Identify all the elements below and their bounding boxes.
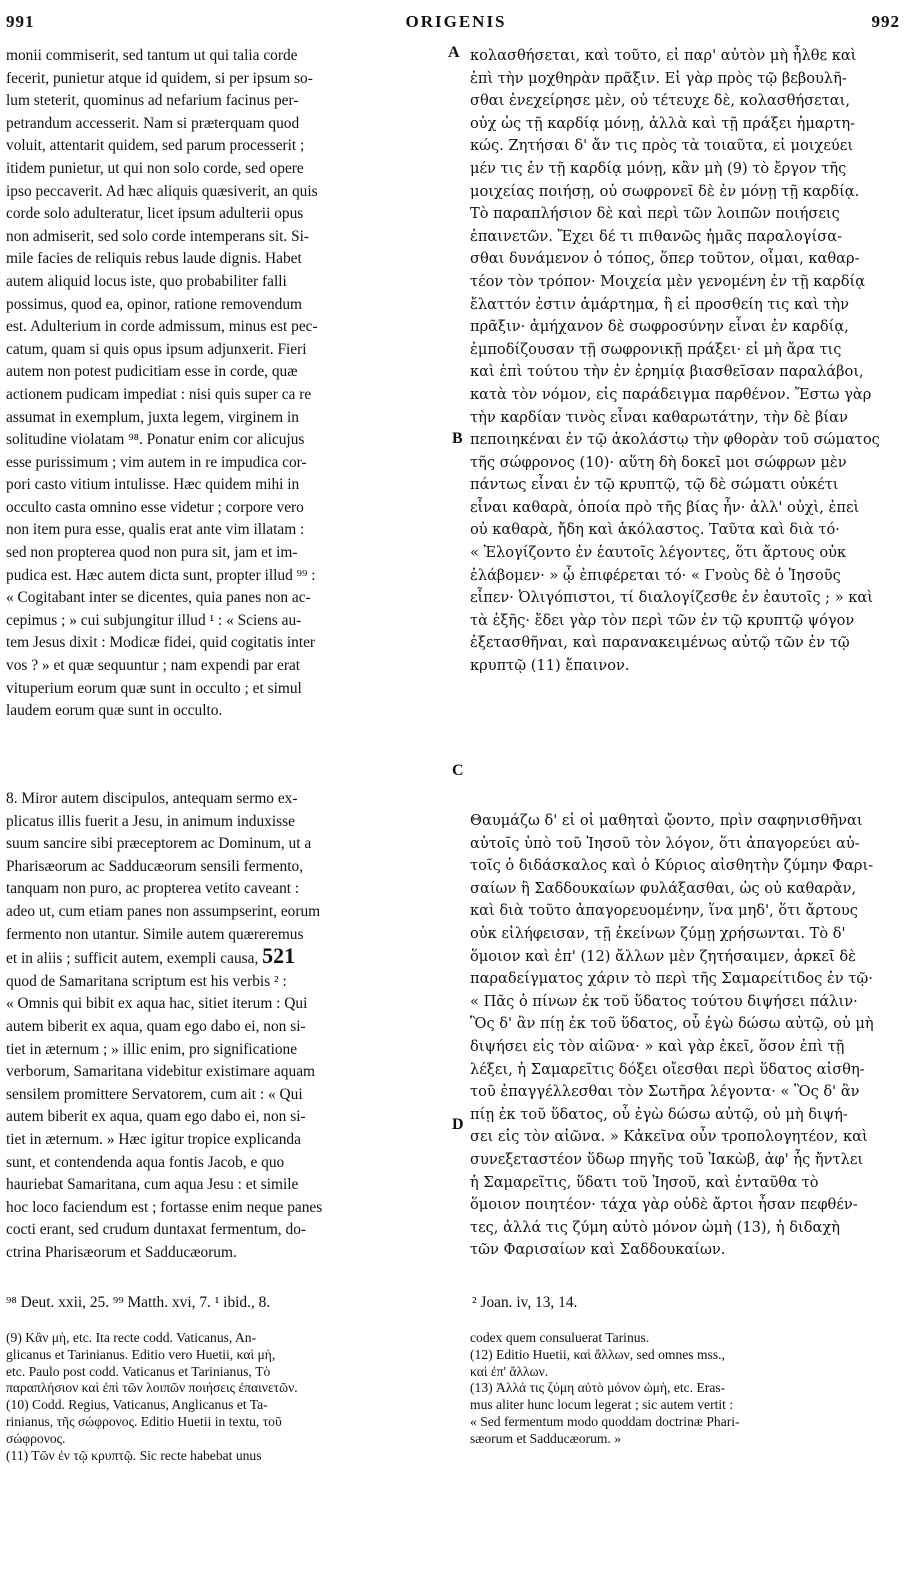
latin-line: pori casto vitium intulisse. Hæc quidem mihi in bbox=[6, 476, 300, 494]
latin-line: verborum, Samaritana videbitur existimare aquam bbox=[6, 1063, 315, 1081]
greek-column-part1 bbox=[470, 45, 908, 678]
greek-line: ἐπαινετῶν. Ἔχει δέ τι πιθανῶς ἡμᾶς παραλογίσα- bbox=[470, 227, 842, 245]
page-header bbox=[0, 0, 912, 40]
latin-line: hauriebat Samaritana, cum aqua Jesu : et simile bbox=[6, 1176, 299, 1194]
greek-line: κατὰ τὸν νόμον, εἰς παράδειγμα παρθένον. Ἔστω γὰρ bbox=[470, 385, 872, 403]
running-title: ORIGENIS bbox=[405, 12, 507, 31]
latin-line: pudica est. Hæc autem dicta sunt, propter illud ⁹⁹ : bbox=[6, 566, 316, 584]
greek-line: ἔλαττόν ἐστιν ἁμάρτημα, ἢ εἰ προσθείη τις καὶ τὴν bbox=[470, 295, 849, 313]
latin-line: monii commiserit, sed tantum ut qui talia corde bbox=[6, 47, 298, 64]
greek-line: σθαι ἐνεχείρησε μὲν, οὐ τέτευχε δὲ, κολασθήσεται, bbox=[470, 92, 850, 110]
latin-line: tem Jesus dixit : Modicæ fidei, quid cogitatis inter bbox=[6, 634, 316, 652]
footnotes-left bbox=[6, 1330, 446, 1464]
latin-line: autem biberit ex aqua, quam ego dabo ei, non si- bbox=[6, 1017, 306, 1035]
greek-line: κρυπτῷ (11) ἔπαινον. bbox=[470, 657, 630, 675]
latin-line: plicatus illis fuerit a Jesu, in animum induxisse bbox=[6, 812, 295, 830]
greek-line: ἐξετασθῆναι, καὶ παρανακειμένως αὐτῷ τῶν ἐν τῷ bbox=[470, 634, 850, 652]
latin-column-part2 bbox=[6, 788, 444, 1264]
footnotes-right bbox=[470, 1330, 908, 1448]
greek-line: εἶπεν· Ὀλιγόπιστοι, τί διαλογίζεσθε ἐν ἑαυτοῖς ; » καὶ bbox=[470, 589, 873, 607]
greek-line: διψήσει εἰς τὸν αἰῶνα· » καὶ γὰρ ἐκεῖ, ὅσον ἐπὶ τῇ bbox=[470, 1037, 845, 1055]
latin-column-part1 bbox=[6, 45, 444, 723]
latin-line: actionem pudicam impediat : nisi quis super ca re bbox=[6, 385, 312, 403]
latin-line: suum sancire sibi præceptorem ac Dominum, ut a bbox=[6, 835, 312, 853]
greek-column-part2 bbox=[470, 810, 908, 1262]
greek-line: σαίων ἢ Σαδδουκαίων φυλάξασθαι, ὡς οὐ καθαρὰν, bbox=[470, 879, 857, 897]
greek-line: ἐπὶ τὴν μοχθηρὰν πρᾶξιν. Εἰ γὰρ πρὸς τῷ βεβουλῆ- bbox=[470, 69, 847, 87]
footnote-line: mus aliter hunc locum legerat ; sic autem vertit : bbox=[470, 1397, 734, 1413]
greek-line: οὐ καθαρὰ, ἤδη καὶ ἀκόλαστος. Ταῦτα καὶ διὰ τό· bbox=[470, 521, 840, 539]
greek-line: ἡ Σαμαρεῖτις, ὕδατι τοῦ Ἰησοῦ, καὶ ἐνταῦθα τὸ bbox=[470, 1173, 819, 1191]
footnote-line: καὶ ἐπ' ἄλλων. bbox=[470, 1363, 549, 1379]
latin-line: Pharisæorum ac Sadducæorum sensili fermento, bbox=[6, 857, 304, 875]
latin-line: tiet in æternum ; » illic enim, pro significatione bbox=[6, 1040, 298, 1058]
footnote-line: sæorum et Sadducæorum. » bbox=[470, 1430, 622, 1446]
references-left: ⁹⁸ Deut. xxii, 25. ⁹⁹ Matth. xvi, 7. ¹ ibid., 8. bbox=[6, 1294, 271, 1311]
margin-marker-c: C bbox=[452, 762, 464, 779]
greek-line: τὴν καρδίαν τινὸς εἶναι καθαρωτάτην, τὴν δὲ βίαν bbox=[470, 408, 848, 426]
greek-line: κώς. Ζητήσαι δ' ἄν τις πρὸς τὰ τοιαῦτα, εἰ μοιχεύει bbox=[470, 137, 854, 155]
latin-line-with-number bbox=[6, 946, 444, 971]
greek-line: σει εἰς τὸν αἰῶνα. » Κἀκεῖνα οὖν τροπολογητέον, καὶ bbox=[470, 1128, 868, 1146]
greek-line: πίῃ ἐκ τοῦ ὕδατος, οὗ ἐγὼ δώσω αὐτῷ, οὐ μὴ διψή- bbox=[470, 1105, 848, 1123]
page-number-right: 992 bbox=[871, 12, 900, 31]
latin-line: hoc loco faciendum est ; fortasse enim neque panes bbox=[6, 1198, 323, 1216]
page-number-left: 991 bbox=[6, 12, 35, 31]
latin-line: solitudine violatam ⁹⁸. Ponatur enim cor alicujus bbox=[6, 431, 305, 449]
latin-line: laudem eorum quæ sunt in occulto. bbox=[6, 702, 223, 720]
greek-line: Θαυμάζω δ' εἰ οἱ μαθηταὶ ᾤοντο, πρὶν σαφηνισθῆναι bbox=[470, 812, 863, 829]
latin-line: autem non potest pudicitiam esse in corde, quæ bbox=[6, 363, 298, 381]
latin-line: autem aliquid locus iste, quo probabiliter falli bbox=[6, 272, 287, 290]
latin-line: cepimus ; » cui subjungitur illud ¹ : « Sciens au- bbox=[6, 611, 302, 629]
latin-line: « Cogitabant inter se dicentes, quia panes non ac- bbox=[6, 589, 311, 607]
greek-line: μέν τις ἐν τῇ καρδίᾳ μόνῃ, κἂν μὴ (9) τὸ ἔργον τῆς bbox=[470, 159, 847, 177]
greek-line: μοιχείας ποιήσῃ, οὐ σωφρονεῖ δὲ ἐν μόνῃ τῇ καρδίᾳ. bbox=[470, 182, 860, 200]
greek-line: Ὃς δ' ἂν πίῃ ἐκ τοῦ ὕδατος, οὗ ἐγὼ δώσω αὐτῷ, οὐ μὴ bbox=[470, 1015, 874, 1033]
greek-line: πεποιηκέναι ἐν τῷ ἀκολάστῳ τὴν φθορὰν τοῦ σώματος bbox=[470, 431, 880, 449]
latin-line: lum steterit, quominus ad nefarium facinus per- bbox=[6, 92, 299, 110]
latin-line: possimus, quod ea, opinor, ratione removendum bbox=[6, 295, 303, 313]
latin-line: assumat in exemplum, juxta legem, virginem in bbox=[6, 408, 299, 426]
footnote-line: glicanus et Tarinianus. Editio vero Huetii, καὶ μὴ, bbox=[6, 1346, 276, 1362]
scripture-references bbox=[6, 1294, 906, 1312]
footnote-line: (13) Ἀλλά τις ζύμη αὐτὸ μόνον ὠμὴ, etc. Eras- bbox=[470, 1380, 726, 1396]
latin-line: tiet in æternum. » Hæc igitur tropice explicanda bbox=[6, 1130, 301, 1148]
greek-line: λέξει, ἡ Σαμαρεῖτις δόξει οἴεσθαι περὶ ὕδατος αἰσθη- bbox=[470, 1060, 865, 1078]
greek-line: παραδείγματος χάριν τὸ περὶ τῆς Σαμαρείτιδος ἐν τῷ· bbox=[470, 970, 873, 988]
latin-line: vituperium eorum quæ sunt in occulto ; et simul bbox=[6, 679, 302, 697]
greek-line: τοῖς ὁ διδάσκαλος καὶ ὁ Κύριος αἰσθητὴν ζύμην Φαρι- bbox=[470, 857, 874, 875]
footnote-line: (9) Κἂν μὴ, etc. Ita recte codd. Vaticanus, An- bbox=[6, 1330, 257, 1345]
references-right: ² Joan. iv, 13, 14. bbox=[472, 1294, 578, 1311]
footnote-line: « Sed fermentum modo quoddam doctrinæ Phari- bbox=[470, 1413, 740, 1429]
latin-line: voluit, attentarit quidem, sed parum processerit ; bbox=[6, 137, 305, 155]
greek-line: συνεξεταστέον ὕδωρ πηγῆς τοῦ Ἰακὼβ, ἀφ' ἧς ἤντλει bbox=[470, 1150, 864, 1168]
footnote-line: etc. Paulo post codd. Vaticanus et Tarinianus, Τὸ bbox=[6, 1363, 271, 1379]
greek-line: καὶ ἐπὶ τούτου τὴν ἐν ἐρημίᾳ βιασθεῖσαν παραλάβοι, bbox=[470, 363, 864, 381]
latin-line: vos ? » et quæ sequuntur ; nam expendi par erat bbox=[6, 657, 301, 675]
latin-line: quod de Samaritana scriptum est his verbis ² : bbox=[6, 972, 287, 990]
latin-line: sed non propterea quod non pura sit, jam et im- bbox=[6, 544, 298, 562]
latin-line: fermento non utantur. Simile autem quæreremus bbox=[6, 925, 304, 943]
latin-line: est. Adulterium in corde admissum, minus est pec- bbox=[6, 318, 318, 336]
footnote-line: παραπλήσιον καὶ ἐπὶ τῶν λοιπῶν ποιήσεις ἐπαινετῶν. bbox=[6, 1380, 298, 1396]
greek-line: πρᾶξιν· ἀμήχανον δὲ σωφροσύνην εἶναι ἐν καρδίᾳ, bbox=[470, 318, 849, 336]
greek-line: εἶναι καθαρὰ, ὁποία πρὸ τῆς βίας ἦν· ἀλλ' οὐχὶ, ἐπεὶ bbox=[470, 498, 860, 516]
latin-line: ctrina Pharisæorum et Sadducæorum. bbox=[6, 1243, 237, 1261]
greek-line: τὰ ἑξῆς· ἔδει γὰρ τὸν περὶ τῶν ἐν τῷ κρυπτῷ ψόγον bbox=[470, 611, 855, 629]
column-number: 521 bbox=[262, 946, 296, 969]
greek-line: « Ἐλογίζοντο ἐν ἑαυτοῖς λέγοντες, ὅτι ἄρτους οὐκ bbox=[470, 544, 847, 562]
greek-line: ἐμποδίζουσαν τῇ σωφρονικῇ πράξει· εἰ μὴ ἄρα τις bbox=[470, 340, 842, 358]
latin-line: non item pura esse, qualis erat ante vim illatam : bbox=[6, 521, 305, 539]
greek-line: Τὸ παραπλήσιον δὲ καὶ περὶ τῶν λοιπῶν ποιήσεις bbox=[470, 205, 840, 223]
latin-line: fecerit, punietur atque id quidem, si per ipsum so- bbox=[6, 69, 313, 87]
latin-line: non admiserit, sed solo corde intemperans sit. Si- bbox=[6, 227, 310, 245]
greek-line: ἐλάβομεν· » ᾧ ἐπιφέρεται τό· « Γνοὺς δὲ ὁ Ἰησοῦς bbox=[470, 566, 841, 584]
greek-line: πάντως εἶναι ἐν τῷ κρυπτῷ, τῷ δὲ σώματι οὐκέτι bbox=[470, 476, 839, 494]
greek-line: τέον τὸν τρόπον· Μοιχεία μὲν γενομένη ἐν τῇ καρδίᾳ bbox=[470, 272, 866, 290]
greek-line: τοῦ ἐπαγγέλλεσθαι τὸν Σωτῆρα λέγοντα· « Ὃς δ' ἂν bbox=[470, 1083, 860, 1101]
latin-line: cocti erant, sed crudum duntaxat fermentum, do- bbox=[6, 1221, 307, 1239]
latin-line: 8. Miror autem discipulos, antequam sermo ex- bbox=[6, 790, 298, 807]
margin-marker-b: B bbox=[452, 430, 463, 447]
greek-line: οὐχ ὡς τῇ καρδίᾳ μόνῃ, ἀλλὰ καὶ τῇ πράξει ἡμαρτη- bbox=[470, 114, 856, 132]
greek-line: τῶν Φαρισαίων καὶ Σαδδουκαίων. bbox=[470, 1241, 726, 1259]
footnote-line: (10) Codd. Regius, Vaticanus, Anglicanus et Ta- bbox=[6, 1397, 268, 1413]
latin-line: esse purissimum ; vim autem in re impudica cor- bbox=[6, 453, 307, 471]
greek-line: σθαι δυνάμενον ὁ τόπος, ὅπερ τοῦτον, οἶμαι, καθαρ- bbox=[470, 250, 860, 268]
footnote-line: (12) Editio Huetii, καὶ ἄλλων, sed omnes mss., bbox=[470, 1346, 725, 1362]
latin-line: sunt, et contendenda aqua fontis Jacob, e quo bbox=[6, 1153, 285, 1171]
greek-line: καὶ διὰ τοῦτο ἀπαγορευομένην, ἵνα μηδ', ὅτι ἄρτους bbox=[470, 902, 858, 920]
footnote-line: codex quem consuluerat Tarinus. bbox=[470, 1330, 650, 1345]
greek-line: ὅμοιον ποιητέον· τάχα γὰρ οὐδὲ ἄρτοι ἦσαν πεφθέν- bbox=[470, 1196, 858, 1214]
greek-line: ὅμοιον καὶ ἐπ' (12) ἄλλων μὲν ζητήσαιμεν, ἀρκεῖ δὲ bbox=[470, 947, 856, 965]
latin-line: autem biberit ex aqua, quam ego dabo ei, non si- bbox=[6, 1108, 306, 1126]
greek-line: « Πᾶς ὁ πίνων ἐκ τοῦ ὕδατος τούτου διψήσει πάλιν· bbox=[470, 992, 858, 1010]
latin-line: mile facies de reliquis rebus laude dignis. Habet bbox=[6, 250, 302, 268]
latin-line-text: et in aliis ; sufficit autem, exempli causa, bbox=[6, 950, 259, 968]
latin-line: adeo ut, cum etiam panes non assumpserint, eorum bbox=[6, 902, 321, 920]
latin-line: petrandum accesserit. Nam si præterquam quod bbox=[6, 114, 300, 132]
latin-line: occulto casta omnino esse videtur ; corpore vero bbox=[6, 498, 304, 516]
greek-line: τῆς σώφρονος (10)· αὕτη δὴ δοκεῖ μοι σώφρων μὲν bbox=[470, 453, 847, 471]
greek-line: τες, ἀλλά τις ζύμη αὐτὸ μόνον ὠμὴ (13), ἡ διδαχὴ bbox=[470, 1218, 840, 1236]
latin-line: corde solo adulteratur, licet ipsum adulterii opus bbox=[6, 205, 304, 223]
footnote-line: (11) Τῶν ἐν τῷ κρυπτῷ. Sic recte habebat unus bbox=[6, 1447, 262, 1463]
greek-line: κολασθήσεται, καὶ τοῦτο, εἰ παρ' αὐτὸν μὴ ἦλθε καὶ bbox=[470, 47, 857, 64]
margin-marker-a: A bbox=[448, 44, 460, 61]
latin-line: itidem punietur, ut qui non solo corde, sed opere bbox=[6, 159, 304, 177]
latin-line: tanquam non puro, ac propterea vetito caveant : bbox=[6, 880, 300, 898]
latin-line: catum, quam si quis opus ipsum adjunxerit. Fieri bbox=[6, 340, 307, 358]
latin-line: ipso peccaverit. Ad hæc aliquis quæsiverit, an quis bbox=[6, 182, 318, 200]
latin-line: sensilem promittere Servatorem, cum ait : « Qui bbox=[6, 1085, 303, 1103]
footnote-line: rinianus, τῆς σώφρονος. Editio Huetii in textu, τοῦ bbox=[6, 1413, 282, 1429]
margin-marker-d: D bbox=[452, 1116, 464, 1133]
footnote-line: σώφρονος. bbox=[6, 1430, 66, 1446]
greek-line: οὐκ εἰλήφεισαν, τῇ ἐκείνων ζύμῃ χρήσωνται. Τὸ δ' bbox=[470, 924, 846, 942]
greek-line: αὐτοῖς ὑπὸ τοῦ Ἰησοῦ τὸν λόγον, ὅτι ἀπαγορεύει αὐ- bbox=[470, 834, 860, 852]
latin-line: « Omnis qui bibit ex aqua hac, sitiet iterum : Qui bbox=[6, 995, 308, 1013]
